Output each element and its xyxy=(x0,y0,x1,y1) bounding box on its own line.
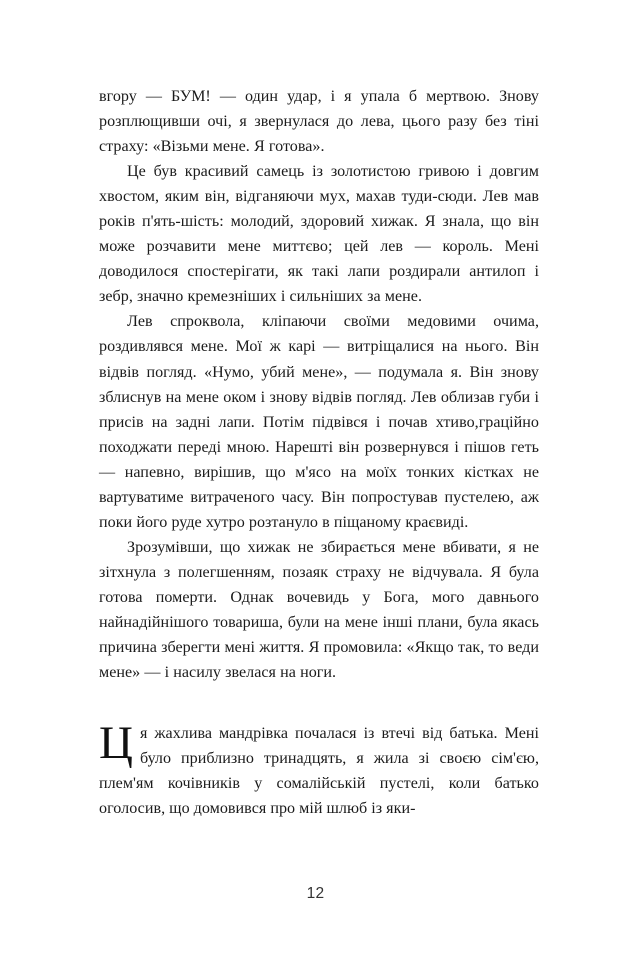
drop-cap-letter: Ц xyxy=(99,717,133,770)
paragraph: Зрозумівши, що хижак не збирається мене вбивати, я не зітхнула з полегшенням, позаяк страху не відчувала. Я була готова померти. Однак вочевидь у Бога, мого давнього найнадійнішого товариша, були на мене інші плани, була якась причина зберегти мені життя. Я промовила: «Якщо так, то веди мене» — і насилу звелася на ноги. xyxy=(99,538,539,682)
page-number: 12 xyxy=(306,885,325,902)
paragraph: Лев спроквола, кліпаючи своїми медовими очима, роздивлявся мене. Мої ж карі — витріщалися на нього. Він відвів погляд. «Нумо, убий мене», — подумала я. Він знову зблиснув на мене оком і знову відвів погляд. Лев облизав губи і присів на задні лапи. Потім підвівся і почав хтиво,граційно походжати переді мною. Нарешті він розвернувся і пішов геть — напевно, вирішив, що м'ясо на моїх тонких кістках не вартуватиме витраченого часу. Він попростував пустелею, аж поки його руде хутро розтануло в піщаному краєвиді. xyxy=(99,313,539,531)
paragraph-continued: вгору — БУМ! — один удар, і я упала б мертвою. Знову розплющивши очі, я звернулася до лева, цього разу без тіні страху: «Візьми мене. Я готова». xyxy=(99,88,539,156)
page-text-block xyxy=(99,84,539,821)
dropcap-paragraph xyxy=(99,717,539,821)
paragraph: Це був красивий самець із золотистою гривою і довгим хвостом, яким він, відганяючи мух, махав туди-сюди. Лев мав років п'ять-шість: молодий, здоровий хижак. Я знала, що він може розчавити мене миттєво; цей лев — король. Мені доводилося спостерігати, як такі лапи роздирали антилоп і зебр, значно кремезніших і сильніших за мене. xyxy=(99,163,539,306)
section-break-spacer xyxy=(99,685,539,721)
dropcap-paragraph-text: я жахлива мандрівка почалася із втечі від батька. Мені було приблизно тринадцять, я жила зі своєю сім'єю, плем'ям кочівників у сомалійській пустелі, коли батько оголосив, що домовився про мій шлюб із яки- xyxy=(99,725,539,818)
